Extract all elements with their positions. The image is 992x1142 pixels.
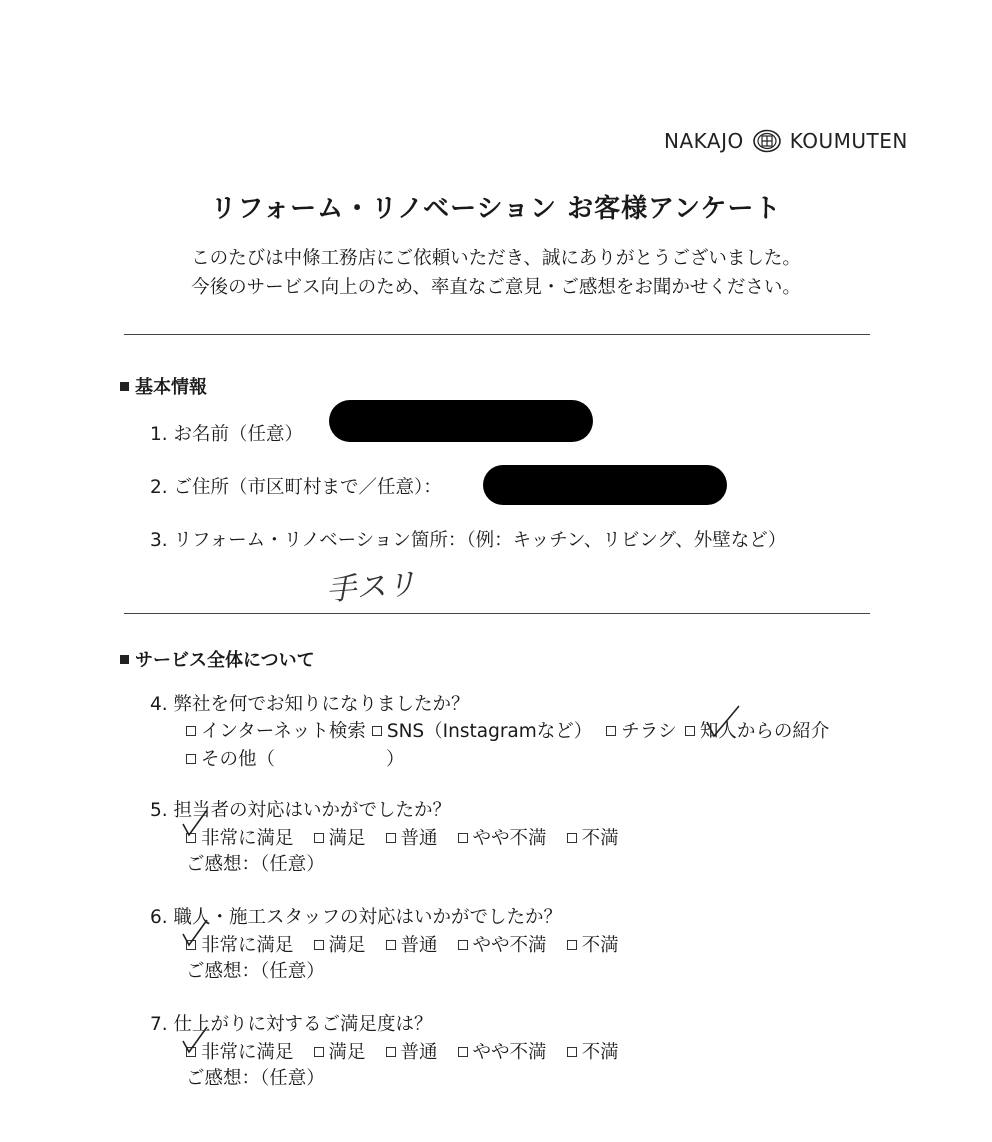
question-name-label: 1. お名前（任意） bbox=[150, 424, 304, 445]
checkbox-icon[interactable] bbox=[685, 726, 695, 736]
divider bbox=[124, 613, 870, 614]
brand-name-right: KOUMUTEN bbox=[789, 129, 908, 153]
section-heading-basic bbox=[120, 373, 207, 399]
question-crew-label: 6. 職人・施工スタッフの対応はいかがでしたか？ bbox=[150, 907, 563, 928]
brand-name-left: NAKAJO bbox=[664, 129, 744, 153]
option[interactable]: 満足 bbox=[314, 824, 366, 850]
checkbox-icon[interactable] bbox=[186, 754, 196, 764]
check-mark-icon bbox=[704, 704, 742, 740]
checkbox-icon[interactable] bbox=[567, 833, 577, 843]
checkbox-icon[interactable] bbox=[567, 1047, 577, 1057]
kanji-crest-icon bbox=[752, 129, 782, 153]
option[interactable]: 非常に満足 bbox=[186, 824, 294, 850]
option[interactable]: やや不満 bbox=[458, 931, 547, 957]
square-bullet-icon bbox=[120, 655, 129, 664]
option[interactable]: SNS（Instagramなど） bbox=[372, 717, 592, 743]
checkbox-icon[interactable] bbox=[386, 1047, 396, 1057]
square-bullet-icon bbox=[120, 382, 129, 391]
redacted-name bbox=[329, 400, 593, 442]
question-staff-label: 5. 担当者の対応はいかがでしたか？ bbox=[150, 800, 452, 821]
option[interactable]: 不満 bbox=[567, 824, 619, 850]
checkbox-icon[interactable] bbox=[458, 833, 468, 843]
checkbox-icon[interactable] bbox=[386, 940, 396, 950]
page-title: リフォーム・リノベーション お客様アンケート bbox=[210, 194, 782, 224]
checkbox-icon[interactable] bbox=[567, 940, 577, 950]
redacted-address bbox=[483, 465, 727, 505]
source-options-row-2 bbox=[186, 745, 405, 771]
checkbox-icon[interactable] bbox=[314, 833, 324, 843]
checkbox-icon[interactable] bbox=[606, 726, 616, 736]
checkbox-icon[interactable] bbox=[186, 726, 196, 736]
check-mark-icon bbox=[180, 1025, 210, 1055]
checkbox-icon[interactable] bbox=[314, 1047, 324, 1057]
brand-logo bbox=[664, 129, 908, 153]
question-area-label: 3. リフォーム・リノベーション箇所：（例：キッチン、リビング、外壁など） bbox=[150, 530, 787, 551]
option[interactable]: やや不満 bbox=[458, 824, 547, 850]
option[interactable]: 不満 bbox=[567, 931, 619, 957]
option[interactable]: 非常に満足 bbox=[186, 931, 294, 957]
option[interactable]: やや不満 bbox=[458, 1038, 547, 1064]
checkbox-icon[interactable] bbox=[458, 940, 468, 950]
handwritten-answer: 手スリ bbox=[325, 566, 418, 609]
rating-options-crew bbox=[186, 931, 619, 957]
option[interactable]: その他（ ） bbox=[186, 745, 405, 771]
intro-line-1: このたびは中條工務店にご依頼いただき、誠にありがとうございました。 bbox=[191, 248, 801, 269]
option[interactable]: 知人からの紹介 bbox=[685, 717, 830, 743]
checkbox-icon[interactable] bbox=[386, 833, 396, 843]
checkbox-icon[interactable] bbox=[372, 726, 382, 736]
option[interactable]: 満足 bbox=[314, 931, 366, 957]
option[interactable]: 普通 bbox=[386, 1038, 438, 1064]
section-heading-service bbox=[120, 646, 315, 672]
option[interactable]: チラシ bbox=[606, 717, 677, 743]
option[interactable]: 満足 bbox=[314, 1038, 366, 1064]
check-mark-icon bbox=[180, 918, 210, 948]
rating-options-staff bbox=[186, 824, 619, 850]
option[interactable]: 普通 bbox=[386, 824, 438, 850]
question-address-label: 2. ご住所（市区町村まで／任意）： bbox=[150, 477, 442, 498]
rating-options-finish bbox=[186, 1038, 619, 1064]
section-label: サービス全体について bbox=[135, 650, 315, 671]
divider bbox=[124, 334, 870, 335]
comment-label: ご感想：（任意） bbox=[186, 1068, 325, 1089]
option[interactable]: 非常に満足 bbox=[186, 1038, 294, 1064]
comment-label: ご感想：（任意） bbox=[186, 854, 325, 875]
checkbox-icon[interactable] bbox=[458, 1047, 468, 1057]
intro-line-2: 今後のサービス向上のため、率直なご意見・ご感想をお聞かせください。 bbox=[191, 277, 801, 298]
question-source-label: 4. 弊社を何でお知りになりましたか？ bbox=[150, 694, 470, 715]
option[interactable]: 不満 bbox=[567, 1038, 619, 1064]
section-label: 基本情報 bbox=[135, 377, 207, 398]
question-finish-label: 7. 仕上がりに対するご満足度は？ bbox=[150, 1014, 433, 1035]
option[interactable]: 普通 bbox=[386, 931, 438, 957]
checkbox-icon[interactable] bbox=[314, 940, 324, 950]
option[interactable]: インターネット検索 bbox=[186, 717, 366, 743]
comment-label: ご感想：（任意） bbox=[186, 961, 325, 982]
check-mark-icon bbox=[180, 808, 210, 838]
